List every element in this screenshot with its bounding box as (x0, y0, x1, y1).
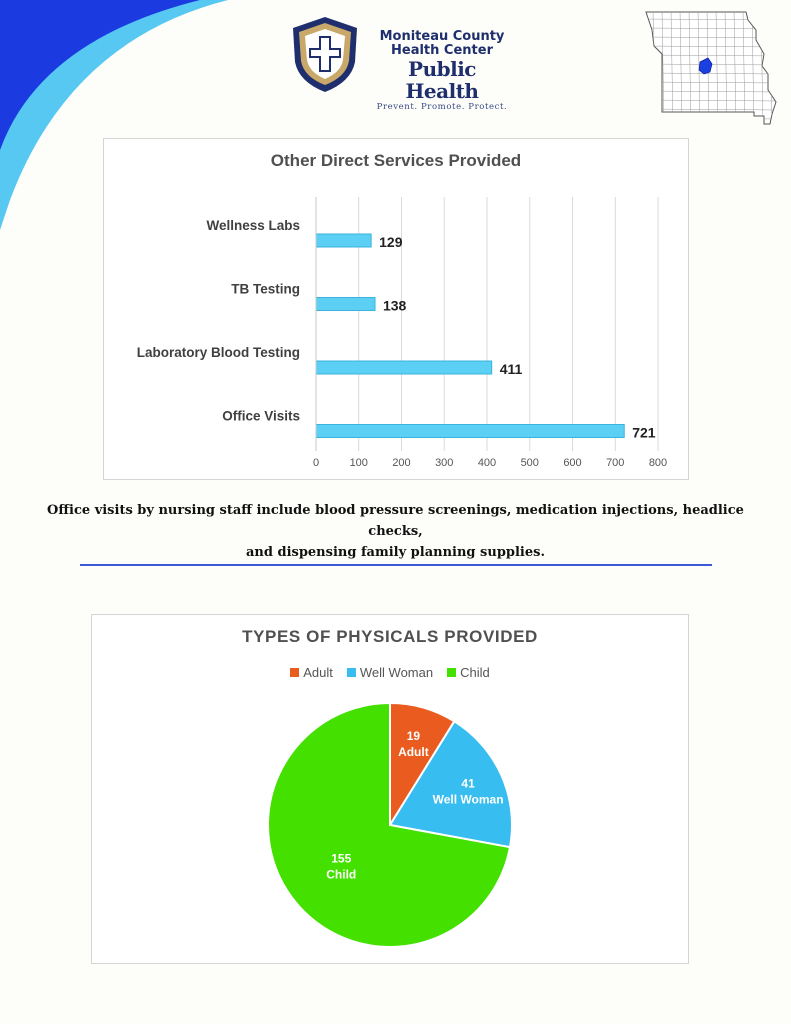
bar (316, 234, 371, 247)
x-tick-label: 700 (606, 457, 625, 469)
bar-chart (104, 139, 688, 479)
slice-value-label: 155 (331, 851, 352, 866)
direct-services-chart-card (103, 138, 689, 480)
bar-chart-title: Other Direct Services Provided (270, 151, 522, 170)
bar (316, 361, 492, 374)
caption-line2: and dispensing family planning supplies. (245, 545, 545, 560)
x-tick-label: 200 (392, 457, 411, 469)
bar-value-label: 129 (379, 234, 403, 250)
missouri-county-map (644, 10, 780, 128)
brand-name: Public Health (405, 57, 479, 103)
health-center-logo (285, 14, 515, 112)
category-label: Wellness Labs (206, 218, 300, 233)
bar (316, 425, 624, 438)
section-divider (80, 564, 712, 566)
legend-label: Well Woman (359, 665, 434, 680)
legend-label: Child (460, 665, 490, 680)
slice-category-label: Well Woman (432, 792, 504, 807)
x-tick-label: 600 (563, 457, 582, 469)
x-tick-label: 0 (312, 457, 320, 469)
slice-category-label: Adult (398, 744, 429, 759)
shield-cross-icon (285, 14, 365, 94)
org-name-line2: Health Center (391, 43, 493, 58)
bar-value-label: 721 (632, 424, 656, 441)
x-tick-label: 300 (435, 457, 454, 469)
x-tick-label: 500 (520, 457, 539, 469)
org-name-line1: Moniteau County (379, 29, 505, 44)
category-label: Laboratory Blood Testing (136, 345, 300, 360)
x-tick-label: 100 (349, 457, 368, 469)
slice-category-label: Child (326, 867, 357, 882)
x-tick-label: 400 (477, 457, 497, 469)
physicals-chart-card (91, 614, 689, 964)
caption-text (30, 500, 761, 563)
bar-value-label: 138 (382, 297, 407, 314)
caption-line1: Office visits by nursing staff include blood pressure screenings, medication injections, headlice checks, (47, 503, 744, 539)
bar (316, 298, 375, 311)
brand-tagline: Prevent. Promote. Protect. (376, 102, 508, 112)
category-label: TB Testing (231, 281, 300, 297)
slice-value-label: 41 (461, 776, 475, 791)
bar-value-label: 411 (499, 361, 523, 377)
legend-label: Adult (303, 665, 333, 680)
category-label: Office Visits (222, 408, 300, 424)
x-tick-label: 800 (648, 457, 668, 469)
slice-value-label: 19 (406, 728, 421, 743)
pie-chart (92, 615, 688, 963)
pie-chart-title: TYPES OF PHYSICALS PROVIDED (242, 627, 538, 646)
